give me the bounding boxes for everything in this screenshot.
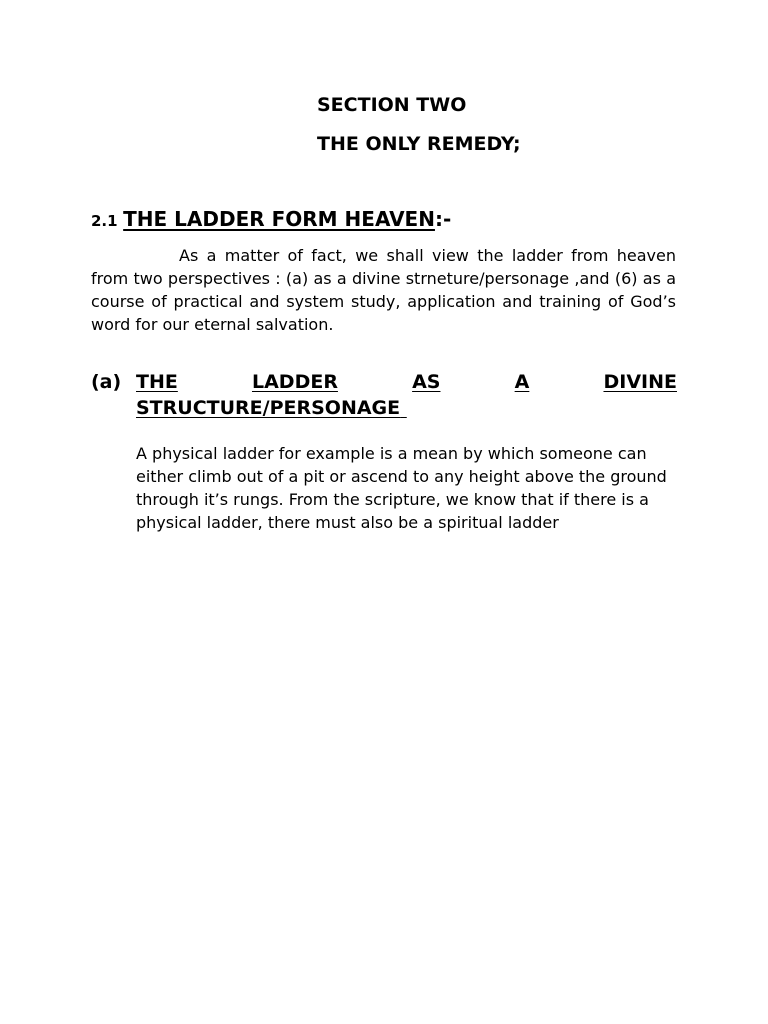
heading-2-1 xyxy=(91,206,451,234)
title-line2-text: STRUCTURE/PERSONAGE xyxy=(136,397,401,419)
subsection-title-line2 xyxy=(136,395,677,421)
title-word: A xyxy=(514,371,530,393)
title-word: AS xyxy=(412,371,441,393)
section-label: SECTION TWO xyxy=(317,94,467,116)
body-paragraph: A physical ladder for example is a mean by which someone can either climb out of a pit or ascend to any height above the ground through it’s rungs. From the scripture, we know that if there is a physical ladder, there must also be a spiritual ladder xyxy=(136,444,667,532)
intro-paragraph: As a matter of fact, we shall view the ladder from heaven from two perspectives : (a) as a divine strneture/personage ,and (6) as a course of practical and system study, application and training of God’s word for our eternal salvation. xyxy=(91,246,676,334)
title-word: LADDER xyxy=(251,371,338,393)
subsection-title xyxy=(136,369,677,421)
heading-suffix: :- xyxy=(434,207,452,231)
section-title: THE ONLY REMEDY; xyxy=(317,133,521,155)
subsection-title-line1 xyxy=(136,369,677,395)
title-word: DIVINE xyxy=(603,371,677,393)
heading-number: 2.1 xyxy=(91,212,118,230)
title-word: THE xyxy=(136,371,178,393)
subsection-marker: (a) xyxy=(91,371,122,393)
heading-title: THE LADDER FORM HEAVEN xyxy=(123,207,435,231)
